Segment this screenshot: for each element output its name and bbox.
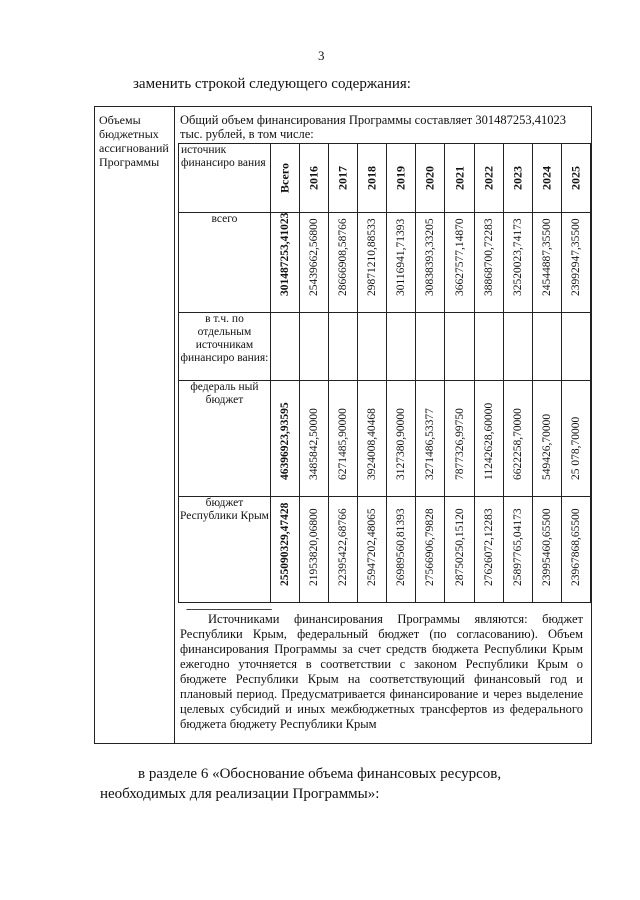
value-cell: 28750250,15120 bbox=[453, 508, 466, 586]
year-header: 2021 bbox=[445, 144, 474, 213]
row-label: всего bbox=[179, 213, 271, 313]
value-cell: 255090329,47428 bbox=[278, 502, 291, 586]
value-cell: 7877326,99750 bbox=[453, 408, 466, 480]
value-cell: 21953820,06800 bbox=[308, 508, 321, 586]
value-cell: 27626072,12283 bbox=[482, 508, 495, 586]
after-text: в разделе 6 «Обоснование объема финансовых ресурсов, необходимых для реализации Программы»: bbox=[100, 766, 502, 802]
header-source-cell: источник финансиро вания bbox=[179, 144, 271, 213]
year-header: 2016 bbox=[300, 144, 329, 213]
value-cell: 25897765,04173 bbox=[511, 508, 524, 586]
content-cell bbox=[180, 113, 585, 141]
year-header: 2023 bbox=[503, 144, 532, 213]
value-cell: 23995460,65500 bbox=[540, 508, 553, 586]
year-header: Всего bbox=[270, 144, 299, 213]
value-cell: 26989560,81393 bbox=[395, 508, 408, 586]
row-label: в т.ч. по отдельным источникам финансиро вания: bbox=[179, 313, 271, 381]
value-cell: 27566906,79828 bbox=[424, 508, 437, 586]
year-header: 2019 bbox=[387, 144, 416, 213]
table-row bbox=[179, 497, 591, 603]
year-header: 2020 bbox=[416, 144, 445, 213]
value-cell: 46396923,93595 bbox=[278, 402, 291, 480]
value-cell: 3485842,50000 bbox=[308, 408, 321, 480]
value-cell: 24544887,35500 bbox=[540, 218, 553, 296]
value-cell: 3271486,53377 bbox=[424, 408, 437, 480]
separator-line: -------------------------------- bbox=[186, 603, 272, 615]
value-cell: 11242628,60000 bbox=[482, 402, 495, 480]
value-cell: 32520023,74173 bbox=[511, 218, 524, 296]
year-header: 2025 bbox=[561, 144, 590, 213]
value-cell: 36627577,14870 bbox=[453, 218, 466, 296]
value-cell: 3924008,40468 bbox=[366, 408, 379, 480]
value-cell: 549426,70000 bbox=[540, 413, 553, 480]
table-row bbox=[179, 213, 591, 313]
financing-note: Источниками финансирования Программы являются: бюджет Республики Крым, федеральный бюджет (по согласованию). Объем финансирования Программы за счет средств бюджета Республики Крым ежегодно уточняется в соответствии с законом Республики Крым о бюджете Республики Крым на соответствующий финансовый год и плановый период. Предусматривается финансирование и через выделение целевых субсидий и иных межбюджетных трансфертов из федерального бюджета бюджету Республики Крым bbox=[180, 612, 583, 731]
column-divider bbox=[174, 107, 175, 743]
value-cell: 25439662,56800 bbox=[308, 218, 321, 296]
value-cell: 28666908,58766 bbox=[337, 218, 350, 296]
value-cell: 22395422,68766 bbox=[337, 508, 350, 586]
table-row bbox=[179, 313, 591, 381]
value-cell: 6622258,70000 bbox=[511, 408, 524, 480]
value-cell: 29871210,88533 bbox=[366, 218, 379, 296]
left-label: Объемы бюджетных ассигнований Программы bbox=[99, 113, 169, 169]
program-table bbox=[94, 106, 592, 744]
year-header: 2022 bbox=[474, 144, 503, 213]
value-cell: 23992947,35500 bbox=[569, 218, 582, 296]
row-label: бюджет Республики Крым bbox=[179, 497, 271, 603]
value-cell: 6271485,90000 bbox=[337, 408, 350, 480]
year-header: 2017 bbox=[329, 144, 358, 213]
value-cell: 25947202,48065 bbox=[366, 508, 379, 586]
value-cell: 38868700,72283 bbox=[482, 218, 495, 296]
value-cell: 25 078,70000 bbox=[569, 416, 582, 480]
row-label: федераль ный бюджет bbox=[179, 381, 271, 497]
intro-line: заменить строкой следующего содержания: bbox=[133, 76, 411, 92]
year-header: 2018 bbox=[358, 144, 387, 213]
value-cell: 23967868,65500 bbox=[569, 508, 582, 586]
value-cell: 30838393,33205 bbox=[424, 218, 437, 296]
value-cell: 301487253,41023 bbox=[278, 212, 291, 296]
table-row bbox=[179, 381, 591, 497]
value-cell: 3127380,90000 bbox=[395, 408, 408, 480]
year-header: 2024 bbox=[532, 144, 561, 213]
financing-table bbox=[178, 143, 591, 603]
page-number: 3 bbox=[318, 48, 325, 63]
value-cell: 30116941,71393 bbox=[395, 218, 408, 296]
financing-headline: Общий объем финансирования Программы составляет 301487253,41023 тыс. рублей, в том числе: bbox=[180, 113, 566, 141]
